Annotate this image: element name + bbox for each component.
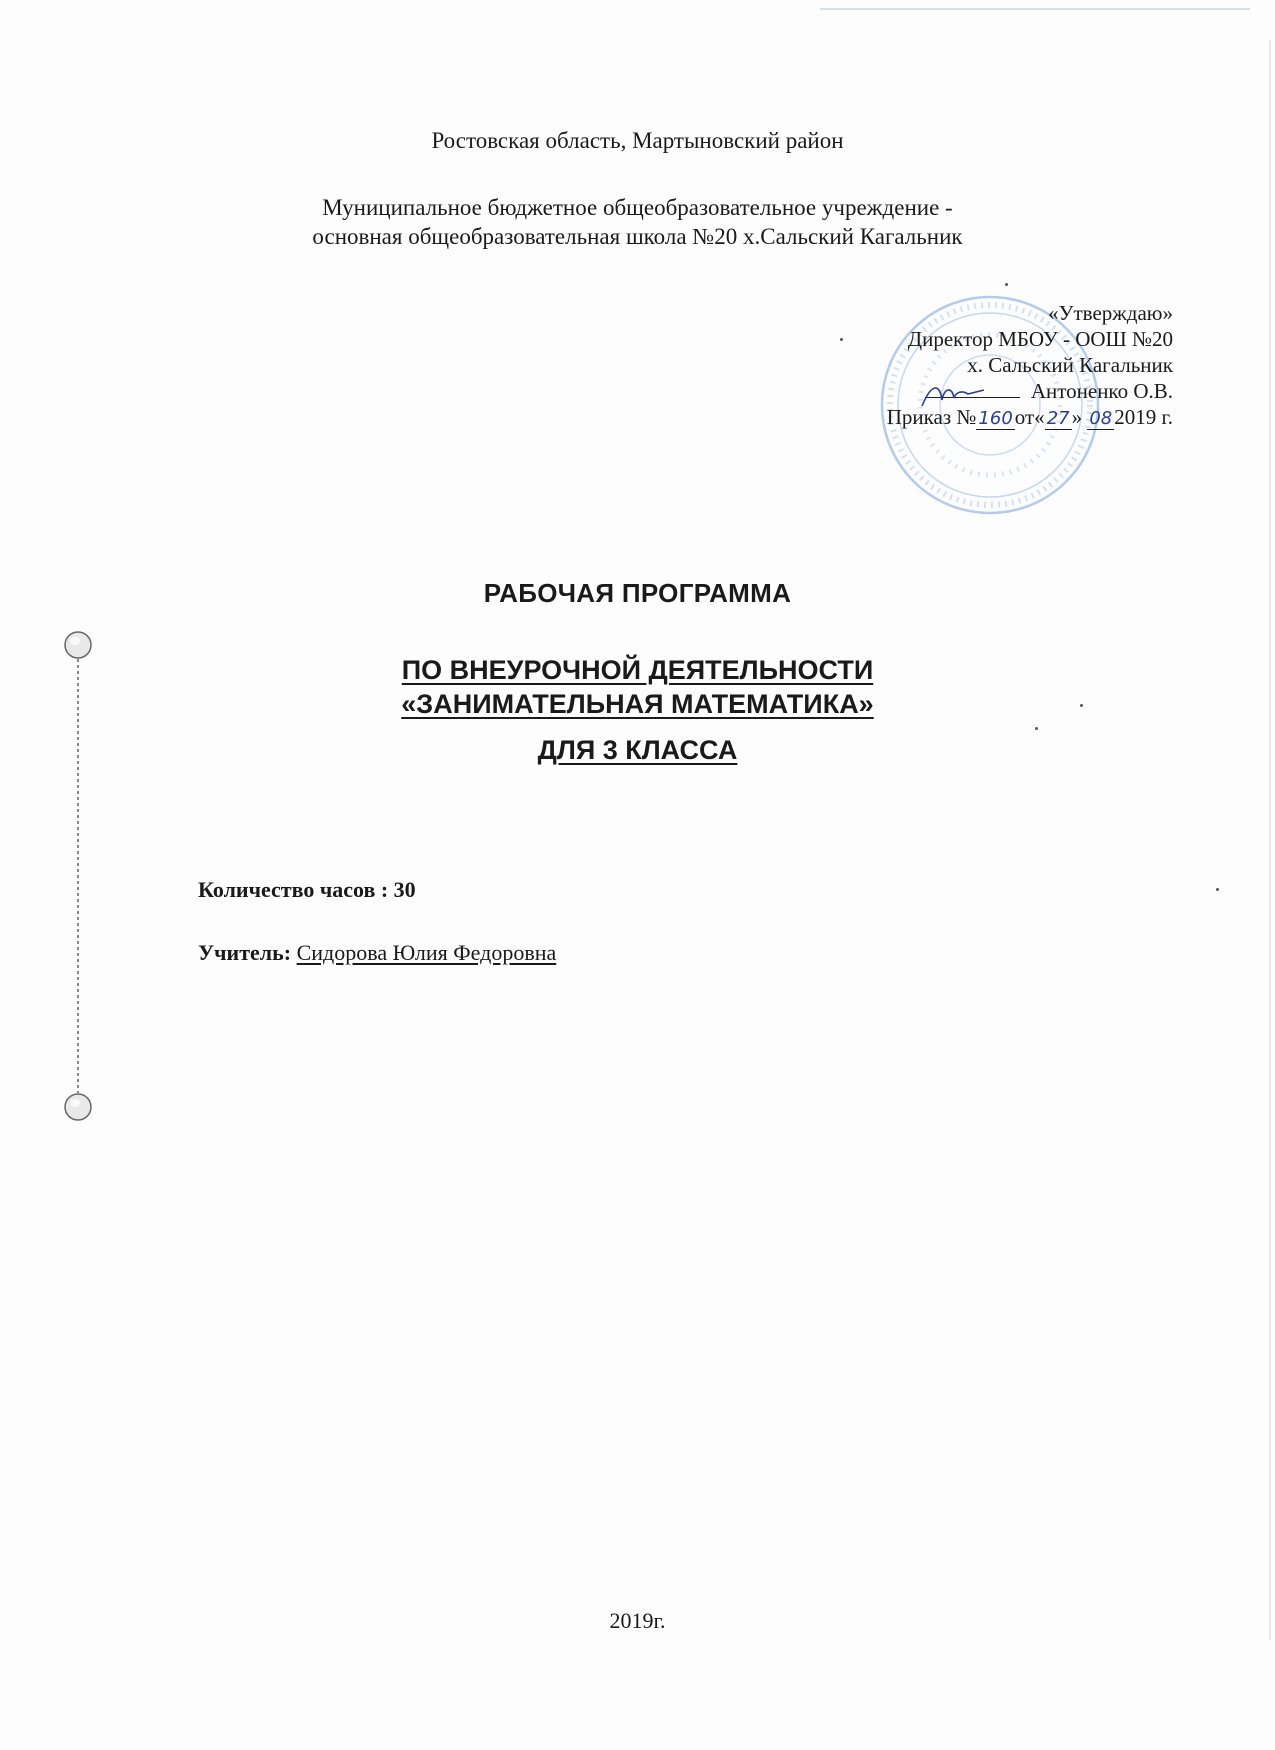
region-line: Ростовская область, Мартыновский район	[431, 128, 844, 153]
order-from: от«	[1014, 405, 1045, 429]
order-year: 2019 г.	[1114, 405, 1173, 429]
document-subtitle-line-1: ПО ВНЕУРОЧНОЙ ДЕЯТЕЛЬНОСТИ	[401, 655, 874, 685]
teacher-field	[198, 940, 556, 966]
approval-name: Антоненко О.В.	[1030, 379, 1173, 403]
teacher-name: Сидорова Юлия Федоровна	[296, 940, 557, 965]
order-prefix: Приказ №	[886, 405, 977, 429]
signature-icon	[918, 378, 988, 410]
document-subtitle-line-2: «ЗАНИМАТЕЛЬНАЯ МАТЕМАТИКА»	[401, 689, 874, 719]
scan-speck	[1080, 704, 1083, 707]
hours-field	[198, 877, 416, 903]
order-day: 27	[1046, 408, 1070, 429]
scan-speck	[1035, 727, 1038, 730]
document-subtitle-line-3: ДЛЯ 3 КЛАССА	[537, 735, 738, 765]
approval-locality: х. Сальский Кагальник	[967, 353, 1173, 377]
binder-clip-icon	[62, 615, 102, 1135]
hours-label: Количество часов : 30	[198, 877, 416, 902]
approval-block	[753, 300, 1173, 432]
order-number: 160	[978, 408, 1013, 429]
order-quote-close: »	[1071, 405, 1083, 429]
scan-edge	[820, 8, 1250, 16]
order-month: 08	[1089, 408, 1113, 429]
scan-edge	[1269, 40, 1271, 1640]
scan-speck	[840, 338, 843, 341]
teacher-label: Учитель:	[198, 940, 292, 965]
document-year: 2019г.	[609, 1608, 666, 1633]
institution-line-1: Муниципальное бюджетное общеобразовательное учреждение -	[322, 195, 953, 220]
document-title: РАБОЧАЯ ПРОГРАММА	[483, 578, 792, 608]
approval-heading: «Утверждаю»	[1048, 301, 1173, 325]
approval-position: Директор МБОУ - ООШ №20	[907, 327, 1173, 351]
institution-line-2: основная общеобразовательная школа №20 х.Сальский Кагальник	[312, 224, 963, 249]
scan-speck	[1005, 283, 1008, 286]
scan-speck	[1216, 888, 1219, 891]
